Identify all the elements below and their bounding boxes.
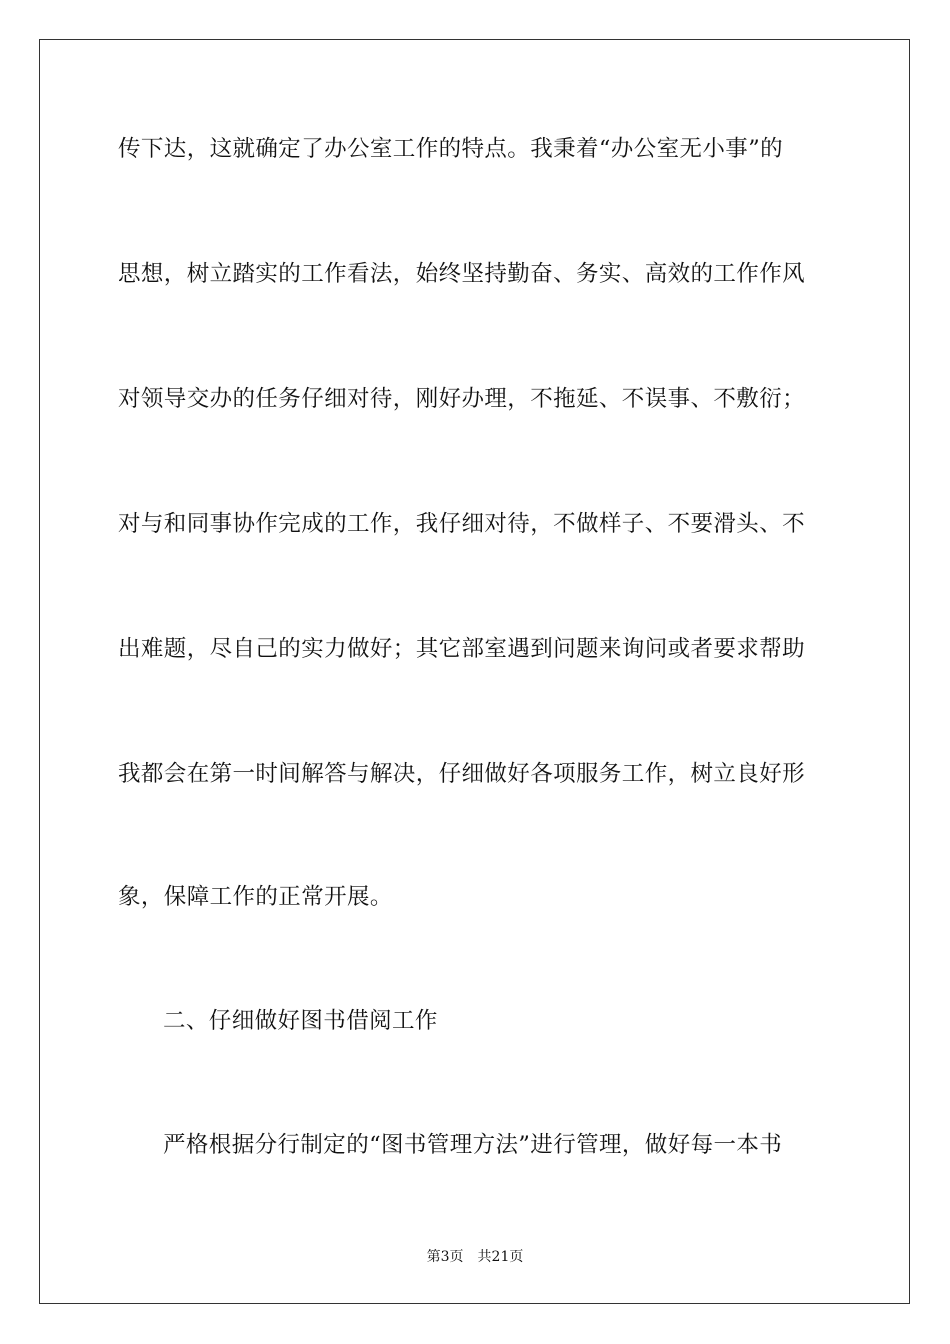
paragraph-line-3: 对领导交办的任务仔细对待，刚好办理，不拖延、不误事、不敷衍；	[118, 386, 806, 412]
total-page-count: 共21页	[477, 1249, 524, 1265]
paragraph-line-5: 出难题，尽自己的实力做好；其它部室遇到问题来询问或者要求帮助	[118, 636, 806, 662]
section-heading: 二、仔细做好图书借阅工作	[163, 1008, 438, 1034]
paragraph-line-1: 传下达，这就确定了办公室工作的特点。我秉着“办公室无小事”的	[118, 136, 784, 162]
page-footer	[0, 1248, 950, 1266]
section-paragraph-line-1: 严格根据分行制定的“图书管理方法”进行管理，做好每一本书	[163, 1132, 783, 1158]
current-page-number: 第3页	[426, 1249, 464, 1265]
paragraph-line-2: 思想，树立踏实的工作看法，始终坚持勤奋、务实、高效的工作作风	[118, 261, 806, 287]
paragraph-line-6: 我都会在第一时间解答与解决，仔细做好各项服务工作，树立良好形	[118, 761, 806, 787]
page-border	[39, 39, 910, 1304]
paragraph-line-7: 象，保障工作的正常开展。	[118, 884, 393, 910]
paragraph-line-4: 对与和同事协作完成的工作，我仔细对待，不做样子、不要滑头、不	[118, 511, 806, 537]
